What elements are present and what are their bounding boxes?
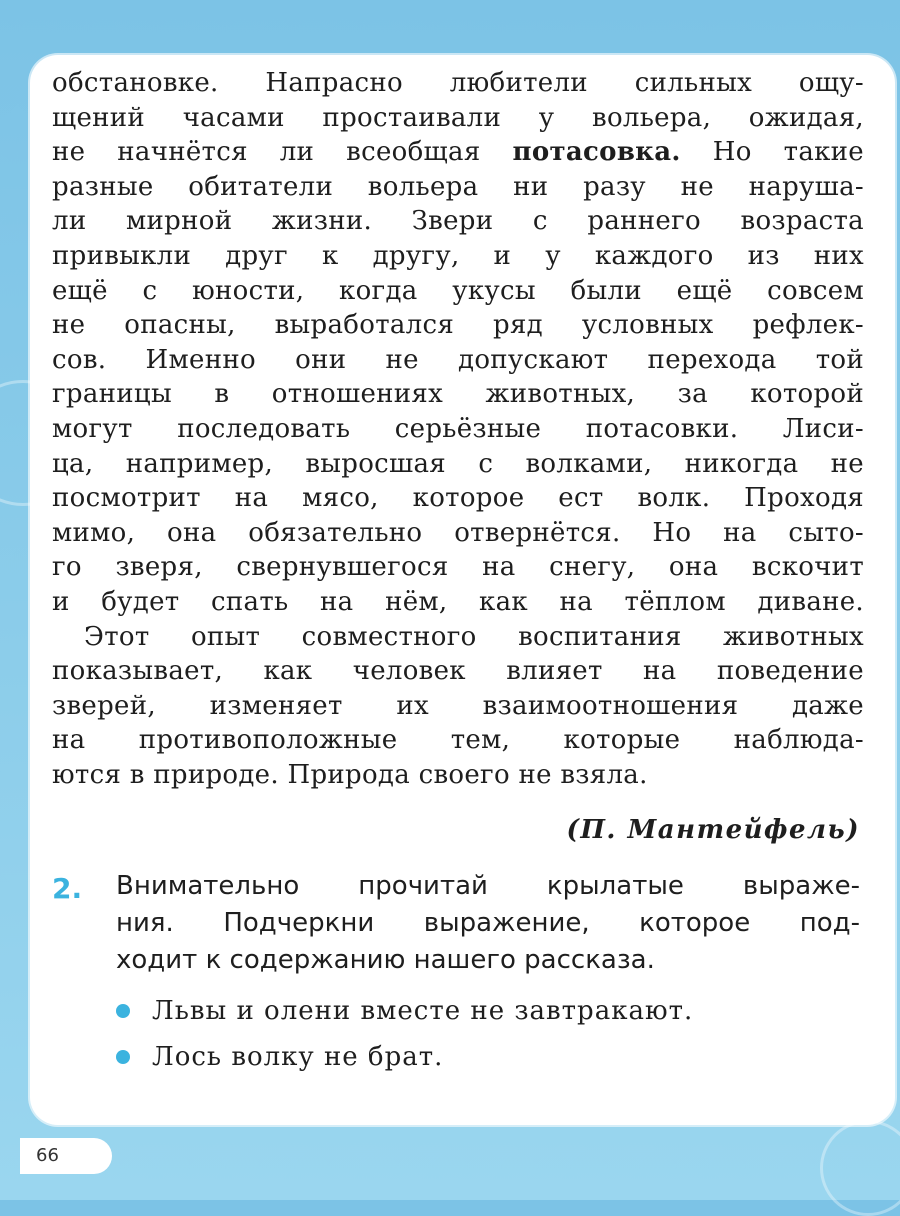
bullet-icon bbox=[116, 1050, 130, 1064]
passage-line: ца, например, выросшая с волками, никогда не bbox=[52, 448, 864, 479]
passage-line: щений часами простаивали у вольера, ожидая, bbox=[52, 102, 864, 133]
passage-fragment: Но такие bbox=[680, 137, 864, 168]
passage-line: сов. Именно они не допускают перехода той bbox=[52, 344, 864, 375]
passage-line: ются в природе. Природа своего не взяла. bbox=[52, 759, 648, 790]
passage-line: не опасны, выработался ряд условных рефлек- bbox=[52, 310, 864, 341]
passage-line: разные обитатели вольера ни разу не наруша- bbox=[52, 171, 864, 202]
passage-line: ещё с юности, когда укусы были ещё совсем bbox=[52, 275, 864, 306]
expression-option[interactable] bbox=[116, 988, 860, 1034]
passage-line bbox=[52, 135, 864, 170]
background-doodle bbox=[820, 1120, 900, 1216]
passage-line: обстановке. Напрасно любители сильных ощу- bbox=[52, 68, 864, 98]
expression-options bbox=[116, 988, 860, 1080]
expression-option-text: Львы и олени вместе не завтракают. bbox=[152, 996, 694, 1026]
passage-line: и будет спать на нём, как на тёплом диване. bbox=[52, 586, 864, 617]
story-passage bbox=[52, 66, 864, 792]
passage-line: Этот опыт совместного воспитания животных bbox=[84, 621, 864, 652]
expression-option[interactable] bbox=[116, 1034, 860, 1080]
passage-line: мимо, она обязательно отвернётся. Но на сыто- bbox=[52, 517, 864, 548]
task-instruction-line: ходит к содержанию нашего рассказа. bbox=[116, 945, 655, 975]
highlighted-word: потасовка. bbox=[512, 137, 681, 168]
passage-line: показывает, как человек влияет на поведение bbox=[52, 656, 864, 687]
passage-line: могут последовать серьёзные потасовки. Лиси- bbox=[52, 413, 864, 444]
passage-line: на противоположные тем, которые наблюда- bbox=[52, 725, 864, 756]
task-number: 2. bbox=[52, 872, 83, 905]
passage-line: границы в отношениях животных, за которой bbox=[52, 379, 864, 410]
passage-line: привыкли друг к другу, и у каждого из них bbox=[52, 240, 864, 271]
passage-author: (П. Мантейфель) bbox=[566, 815, 860, 845]
page-number: 66 bbox=[20, 1138, 112, 1174]
task-instruction bbox=[116, 868, 860, 979]
passage-line: зверей, изменяет их взаимоотношения даже bbox=[52, 690, 864, 721]
passage-line: ли мирной жизни. Звери с раннего возраста bbox=[52, 206, 864, 237]
task-instruction-line: Внимательно прочитай крылатые выраже- bbox=[116, 871, 860, 901]
task-instruction-line: ния. Подчеркни выражение, которое под- bbox=[116, 908, 860, 938]
passage-line: го зверя, свернувшегося на снегу, она вскочит bbox=[52, 552, 864, 583]
passage-fragment: не начнётся ли всеобщая bbox=[52, 137, 513, 168]
bullet-icon bbox=[116, 1004, 130, 1018]
expression-option-text: Лось волку не брат. bbox=[152, 1042, 444, 1072]
passage-line: посмотрит на мясо, которое ест волк. Проходя bbox=[52, 483, 864, 514]
